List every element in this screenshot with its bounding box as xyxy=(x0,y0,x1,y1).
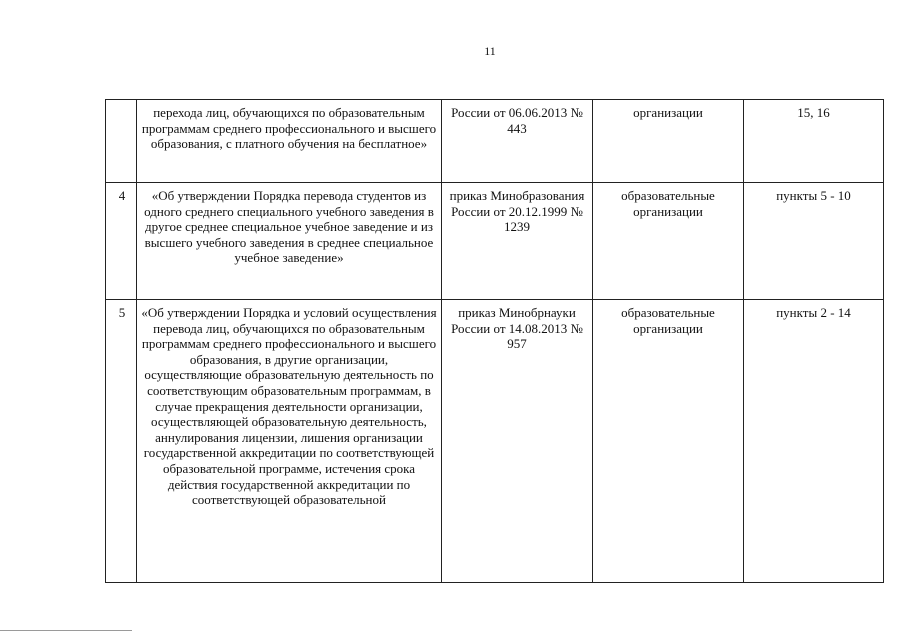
scope-cell: образовательные организации xyxy=(593,183,744,300)
items-cell: пункты 2 - 14 xyxy=(744,300,884,583)
row-number: 5 xyxy=(106,300,137,583)
page-number: 11 xyxy=(484,44,496,58)
row-number xyxy=(106,100,137,183)
scope-cell: образовательные организации xyxy=(593,300,744,583)
scan-edge-line xyxy=(0,630,132,631)
table-row xyxy=(106,183,884,300)
row-number: 4 xyxy=(106,183,137,300)
items-cell: 15, 16 xyxy=(744,100,884,183)
act-reference: приказ Минобрнауки России от 14.08.2013 № 957 xyxy=(442,300,593,583)
table-row xyxy=(106,300,884,583)
scope-cell: организации xyxy=(593,100,744,183)
document-table xyxy=(105,99,884,583)
act-title: «Об утверждении Порядка перевода студентов из одного среднего специального учебного заведения в другое среднее специальное учебное заведение и из высшего учебного заведения в среднее специальное учебное заведение» xyxy=(137,183,442,300)
act-reference: России от 06.06.2013 № 443 xyxy=(442,100,593,183)
items-cell: пункты 5 - 10 xyxy=(744,183,884,300)
table-row xyxy=(106,100,884,183)
act-title: «Об утверждении Порядка и условий осуществления перевода лиц, обучающихся по образовательным программам среднего профессионального и высшего образования, в другие организации, осуществляющие образовательную деятельность по соответствующим образовательным программам, в случае прекращения деятельности организации, осуществляющей образовательную деятельность, аннулирования лицензии, лишения организации государственной аккредитации по соответствующей образовательной программе, истечения срока действия государственной аккредитации по соответствующей образовательной xyxy=(137,300,442,583)
act-title: перехода лиц, обучающихся по образовательным программам среднего профессионального и высшего образования, с платного обучения на бесплатное» xyxy=(137,100,442,183)
act-reference: приказ Минобразования России от 20.12.1999 № 1239 xyxy=(442,183,593,300)
